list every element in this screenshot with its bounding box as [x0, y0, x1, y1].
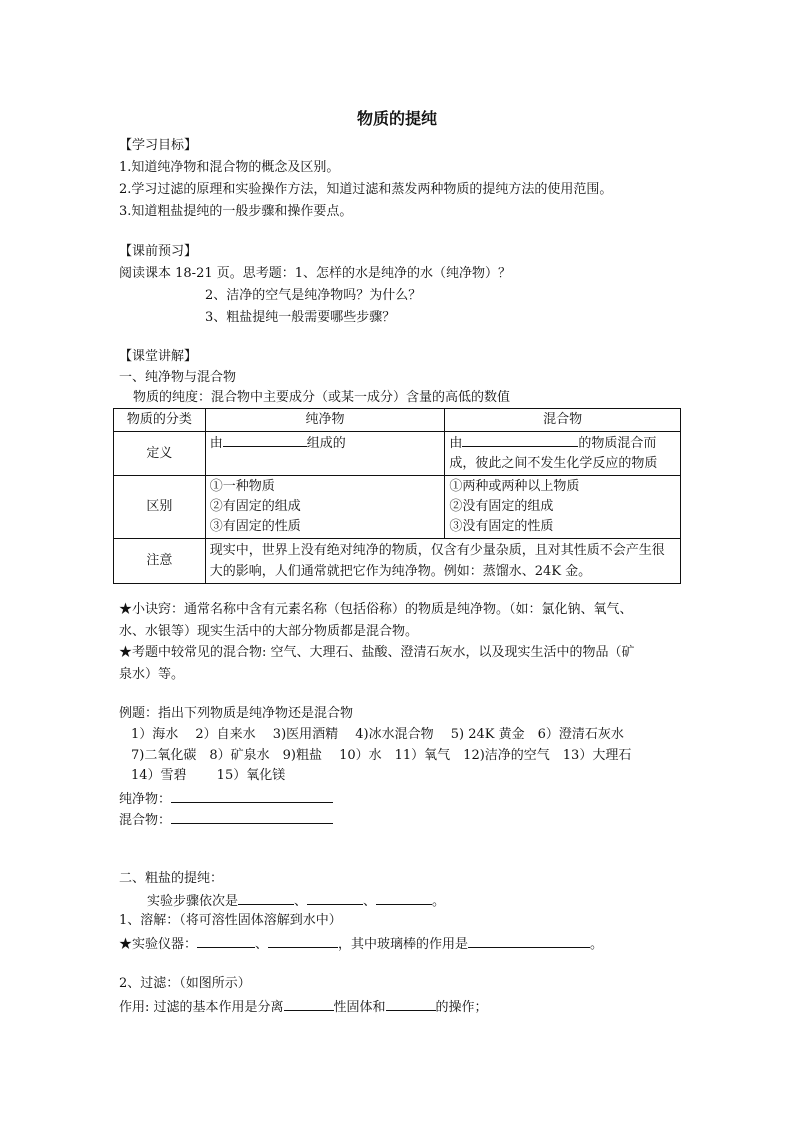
pure-diff-2: ②有固定的组成: [209, 499, 301, 514]
section-2-heading: 二、粗盐的提纯：: [119, 871, 224, 886]
example-heading: 例题：指出下列物质是纯净物还是混合物: [119, 706, 354, 721]
note-cell: 现实中，世界上没有绝对纯净的物质，仅含有少量杂质，且对其性质不会产生很大的影响，人们通常就把它作为纯净物。例如：蒸馏水、24K 金。: [205, 539, 680, 584]
page-title: 物质的提纯: [356, 109, 437, 128]
row-label-difference: 区别: [114, 476, 206, 539]
tip-1-line-2: 水、水银等）现实生活中的大部分物质都是混合物。: [119, 624, 419, 639]
steps-end: 。: [432, 894, 446, 909]
pure-difference-cell: [205, 476, 445, 539]
classification-table: [113, 408, 681, 584]
table-header-row: [114, 409, 681, 432]
mix-diff-2: ②没有固定的组成: [449, 499, 554, 514]
header-mixture: 混合物: [445, 409, 681, 432]
example-row-1: 1）海水 2）自来水 3)医用酒精 4)冰水混合物 5) 24K 黄金 6）澄清石灰水: [131, 727, 624, 742]
mix-def-blank[interactable]: [462, 433, 578, 447]
pure-diff-3: ③有固定的性质: [209, 519, 301, 534]
mixture-definition-cell: [445, 432, 681, 476]
mixture-answer-line: [119, 810, 333, 830]
step-2-blank[interactable]: [307, 891, 363, 905]
steps-line: [147, 891, 445, 911]
preview-question-1: 阅读课本 18-21 页。思考题：1、怎样的水是纯净的水（纯净物）？: [119, 266, 512, 281]
objective-item-2: 2.学习过滤的原理和实验操作方法，知道过滤和蒸发两种物质的提纯方法的使用范围。: [119, 182, 613, 197]
tip-1-line-1: ★小诀窍：通常名称中含有元素名称（包括俗称）的物质是纯净物。（如：氯化钠、氧气、: [119, 602, 633, 617]
pure-diff-1: ①一种物质: [209, 479, 275, 494]
mix-def-line-2: 成，彼此之间不发生化学反应的物质: [449, 456, 658, 471]
pure-definition-cell: [205, 432, 445, 476]
step-3-blank[interactable]: [376, 891, 432, 905]
mixture-difference-cell: [445, 476, 681, 539]
mix-def-prefix: 由: [449, 436, 463, 451]
preview-question-2: 2、洁净的空气是纯净物吗？为什么？: [205, 288, 422, 303]
table-row-definition: [114, 432, 681, 476]
instruments-prefix: ★实验仪器：: [119, 937, 198, 952]
pure-answer-blank[interactable]: [171, 789, 333, 803]
instruments-sep: 、: [255, 937, 269, 952]
section-1-heading: 一、纯净物与混合物: [119, 370, 237, 385]
pure-def-prefix: 由: [209, 436, 223, 451]
objective-item-1: 1.知道纯净物和混合物的概念及区别。: [119, 160, 340, 175]
glass-rod-role-blank[interactable]: [468, 934, 590, 948]
mixture-answer-label: 混合物：: [119, 813, 172, 828]
instrument-1-blank[interactable]: [197, 934, 255, 948]
filter-func-prefix: 作用: 过滤的基本作用是分离: [119, 1000, 284, 1015]
preview-question-3: 3、粗盐提纯一般需要哪些步骤？: [205, 310, 396, 325]
header-category: 物质的分类: [114, 409, 206, 432]
mix-diff-3: ③没有固定的性质: [449, 519, 554, 534]
preview-heading: 【课前预习】: [119, 244, 198, 259]
mixture-answer-blank[interactable]: [171, 810, 333, 824]
filter-func-end: 的操作；: [435, 1000, 488, 1015]
pure-def-suffix: 组成的: [306, 436, 346, 451]
mix-def-suffix: 的物质混合而: [578, 436, 657, 451]
tip-2-line-2: 泉水）等。: [119, 667, 185, 682]
pure-answer-line: [119, 789, 333, 809]
example-row-2: 7)二氧化碳 8）矿泉水 9)粗盐 10）水 11）氧气 12)洁净的空气 13）大理石: [131, 748, 632, 763]
instruments-mid: ，其中玻璃棒的作用是: [338, 937, 469, 952]
filter-function-line: [119, 997, 488, 1017]
dissolve-step: 1、溶解：（将可溶性固体溶解到水中）: [119, 913, 342, 928]
example-row-3: 14）雪碧 15）氧化镁: [131, 768, 286, 783]
steps-sep-1: 、: [294, 894, 308, 909]
table-row-difference: [114, 476, 681, 539]
filter-func-mid: 性固体和: [333, 1000, 386, 1015]
row-label-definition: 定义: [114, 432, 206, 476]
pure-def-blank[interactable]: [223, 433, 307, 447]
purity-definition: 物质的纯度：混合物中主要成分（或某一成分）含量的高低的数值: [133, 390, 511, 405]
mix-diff-1: ①两种或两种以上物质: [449, 479, 580, 494]
table-row-note: [114, 539, 681, 584]
filter-blank-1[interactable]: [284, 997, 334, 1011]
step-1-blank[interactable]: [238, 891, 294, 905]
filter-blank-2[interactable]: [386, 997, 436, 1011]
steps-sep-2: 、: [363, 894, 377, 909]
pure-answer-label: 纯净物：: [119, 792, 172, 807]
instruments-line: [119, 934, 603, 954]
instruments-end: 。: [590, 937, 604, 952]
steps-prefix: 实验步骤依次是: [147, 894, 239, 909]
objective-item-3: 3.知道粗盐提纯的一般步骤和操作要点。: [119, 204, 353, 219]
instrument-2-blank[interactable]: [268, 934, 338, 948]
lecture-heading: 【课堂讲解】: [119, 349, 198, 364]
row-label-note: 注意: [114, 539, 206, 584]
tip-2-line-1: ★考题中较常见的混合物: 空气、大理石、盐酸、澄清石灰水，以及现实生活中的物品（矿: [119, 645, 635, 660]
objectives-heading: 【学习目标】: [119, 138, 198, 153]
header-pure: 纯净物: [205, 409, 445, 432]
filter-step: 2、过滤：（如图所示）: [119, 976, 251, 991]
